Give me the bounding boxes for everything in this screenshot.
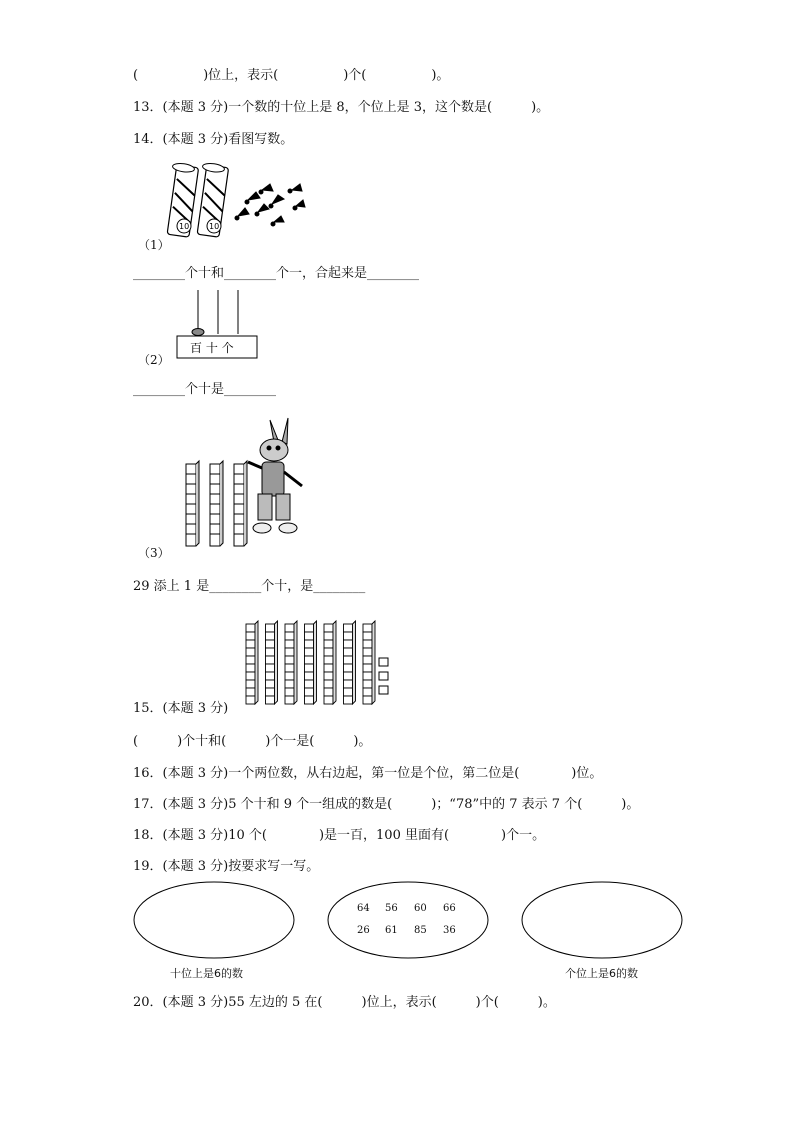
tens-rod — [363, 621, 375, 704]
tens-rod — [324, 621, 336, 704]
oval-left-caption: 十位上是6的数 — [170, 967, 243, 980]
tens-rod — [246, 621, 258, 704]
shuttlecocks — [235, 184, 305, 226]
question-16: 16．(本题 3 分)一个两位数，从右边起，第一位是个位，第二位是( )位。 — [133, 766, 603, 781]
oval-number: 56 — [385, 903, 398, 914]
oval-number: 85 — [414, 925, 427, 936]
sub-label-2: （2） — [138, 353, 170, 367]
blank-line-1: ________个十和________个一，合起来是________ — [133, 266, 420, 281]
ovals-figure — [130, 880, 690, 964]
bundle-label-1: 10 — [179, 222, 190, 231]
oval-middle — [328, 882, 488, 958]
tens-rod — [266, 621, 278, 704]
bundle-label-2: 10 — [209, 222, 220, 231]
tens-rods-figure — [242, 620, 392, 706]
rabbit-illustration — [248, 418, 302, 533]
question-15-blanks: ( )个十和( )个一是( )。 — [133, 734, 372, 749]
oval-number: 64 — [357, 903, 370, 914]
q12-continuation: ( )位上，表示( )个( )。 — [133, 68, 450, 83]
cubes-rabbit-figure — [180, 416, 310, 552]
question-19: 19．(本题 3 分)按要求写一写。 — [133, 859, 320, 874]
oval-number: 36 — [443, 925, 456, 936]
bundles-figure — [168, 160, 318, 240]
abacus-bead — [192, 329, 204, 336]
sub-label-1: （1） — [138, 238, 170, 252]
question-20: 20．(本题 3 分)55 左边的 5 在( )位上，表示( )个( )。 — [133, 995, 556, 1010]
blank-line-2: ________个十是________ — [133, 382, 277, 397]
oval-right-caption: 个位上是6的数 — [565, 967, 638, 980]
cube-tower-3 — [234, 461, 247, 546]
abacus-figure — [176, 290, 260, 360]
oval-number: 61 — [385, 925, 398, 936]
question-13: 13．(本题 3 分)一个数的十位上是 8，个位上是 3，这个数是( )。 — [133, 100, 550, 115]
question-17: 17．(本题 3 分)5 个十和 9 个一组成的数是( )；“78”中的 7 表示 7 个( )。 — [133, 797, 640, 812]
question-15: 15．(本题 3 分) — [133, 701, 229, 716]
cube-tower-1 — [186, 461, 199, 546]
abacus-label: 百 十 个 — [190, 341, 234, 355]
question-18: 18．(本题 3 分)10 个( )是一百，100 里面有( )个一。 — [133, 828, 546, 843]
tens-rod — [285, 621, 297, 704]
sub-label-3: （3） — [138, 546, 170, 560]
cube-tower-2 — [210, 461, 223, 546]
tens-rods — [246, 621, 375, 704]
question-14: 14．(本题 3 分)看图写数。 — [133, 132, 294, 147]
blank-line-3: 29 添上 1 是________个十，是________ — [133, 579, 366, 594]
tens-rod — [344, 621, 356, 704]
oval-number: 66 — [443, 903, 456, 914]
oval-number: 26 — [357, 925, 370, 936]
oval-left — [134, 882, 294, 958]
unit-cubes — [379, 658, 388, 694]
oval-number: 60 — [414, 903, 427, 914]
oval-right — [522, 882, 682, 958]
tens-rod — [305, 621, 317, 704]
